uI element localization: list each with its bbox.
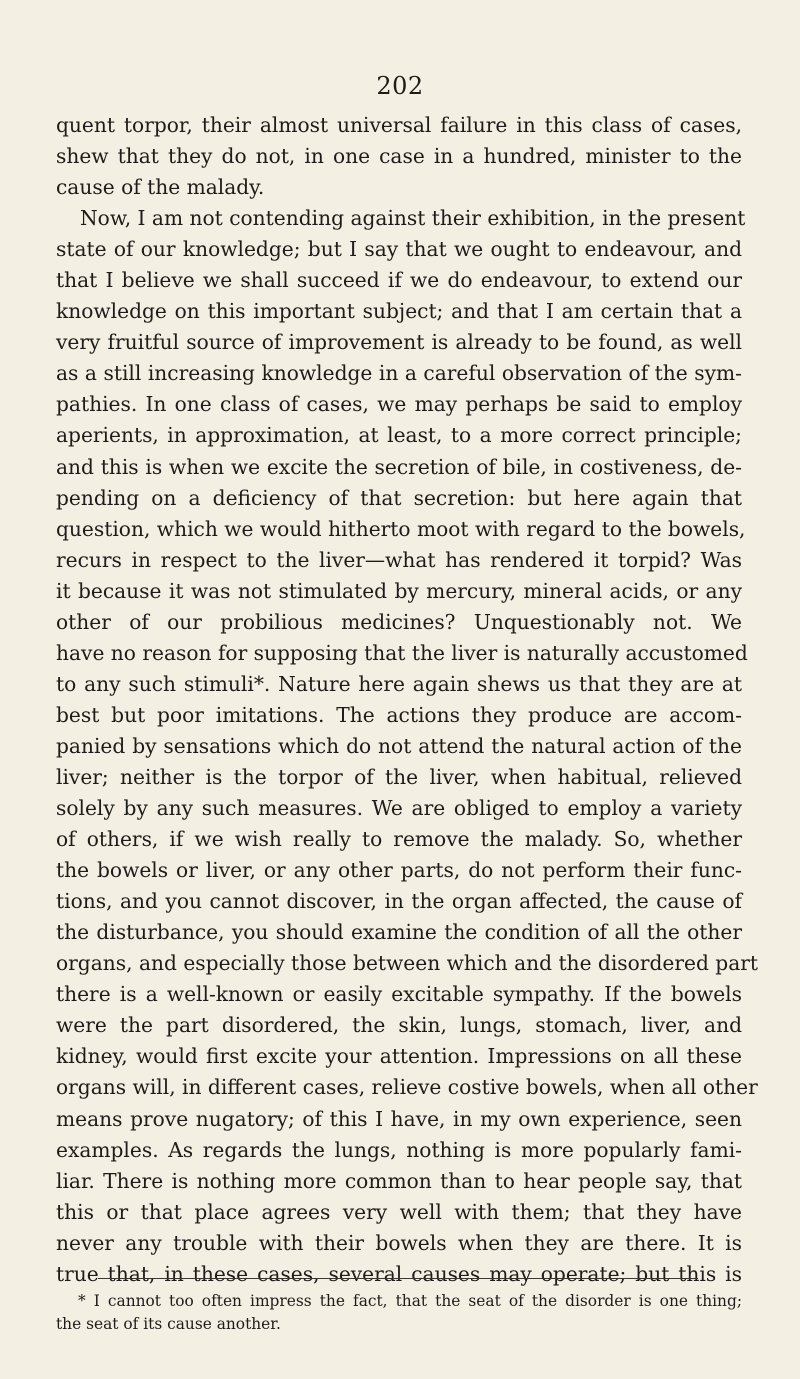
text-line: question, which we would hitherto moot with regard to the bowels, [56, 516, 746, 541]
text-line: have no reason for supposing that the liver is naturally accustomed [56, 640, 748, 665]
text-line: there is a well-known or easily excitable sympathy. If the bowels [56, 982, 742, 1007]
text-line: the bowels or liver, or any other parts, do not perform their func- [56, 858, 742, 883]
text-line: quent torpor, their almost universal failure in this class of cases, [56, 113, 742, 137]
text-line: true that, in these cases, several causes may operate; but this is [56, 1261, 742, 1286]
footnote [56, 1290, 742, 1336]
text-line: examples. As regards the lungs, nothing is more popularly fami- [56, 1137, 742, 1162]
footnote-line: * I cannot too often impress the fact, that the seat of the disorder is one thing; [78, 1292, 742, 1310]
page-number: 202 [376, 72, 424, 100]
text-line: this or that place agrees very well with them; that they have [56, 1199, 742, 1224]
paragraph-start-line: Now, I am not contending against their exhibition, in the present [80, 206, 746, 231]
text-line: it because it was not stimulated by mercury, mineral acids, or any [56, 578, 742, 603]
text-line: cause of the malady. [56, 175, 265, 200]
text-line: panied by sensations which do not attend the natural action of the [56, 733, 742, 758]
text-line: organs will, in different cases, relieve costive bowels, when all other [56, 1075, 758, 1100]
footnote-line: the seat of its cause another. [56, 1315, 281, 1333]
text-line: to any such stimuli*. Nature here again shews us that they are at [56, 671, 742, 696]
text-line: tions, and you cannot discover, in the organ affected, the cause of [56, 889, 742, 914]
text-line: never any trouble with their bowels when they are there. It is [56, 1230, 742, 1255]
text-line: liar. There is nothing more common than to hear people say, that [56, 1168, 742, 1193]
text-line: aperients, in approximation, at least, to a more correct principle; [56, 423, 742, 448]
text-line: were the part disordered, the skin, lungs, stomach, liver, and [56, 1013, 742, 1038]
text-line: the disturbance, you should examine the condition of all the other [56, 920, 742, 945]
text-line: recurs in respect to the liver—what has rendered it torpid? Was [56, 547, 742, 572]
body-text [56, 110, 758, 1290]
text-line: shew that they do not, in one case in a hundred, minister to the [56, 144, 742, 169]
text-line: best but poor imitations. The actions they produce are accom- [56, 702, 742, 727]
text-line: pathies. In one class of cases, we may perhaps be said to employ [56, 392, 742, 417]
text-line: pending on a deficiency of that secretion: but here again that [56, 485, 742, 510]
text-line: and this is when we excite the secretion of bile, in costiveness, de- [56, 454, 742, 479]
footnote-divider [98, 1278, 698, 1279]
text-line: organs, and especially those between which and the disordered part [56, 951, 758, 976]
text-line: as a still increasing knowledge in a careful observation of the sym- [56, 361, 742, 386]
text-line: very fruitful source of improvement is already to be found, as well [56, 330, 742, 355]
text-line: that I believe we shall succeed if we do endeavour, to extend our [56, 268, 742, 293]
text-line: knowledge on this important subject; and that I am certain that a [56, 299, 742, 324]
text-line: of others, if we wish really to remove the malady. So, whether [56, 827, 742, 852]
text-line: kidney, would first excite your attention. Impressions on all these [56, 1044, 742, 1069]
text-line: means prove nugatory; of this I have, in my own experience, seen [56, 1106, 742, 1131]
text-line: other of our probilious medicines? Unquestionably not. We [56, 609, 742, 634]
text-line: state of our knowledge; but I say that we ought to endeavour, and [56, 237, 742, 262]
text-line: liver; neither is the torpor of the liver, when habitual, relieved [56, 764, 742, 789]
text-line: solely by any such measures. We are obliged to employ a variety [56, 796, 742, 821]
